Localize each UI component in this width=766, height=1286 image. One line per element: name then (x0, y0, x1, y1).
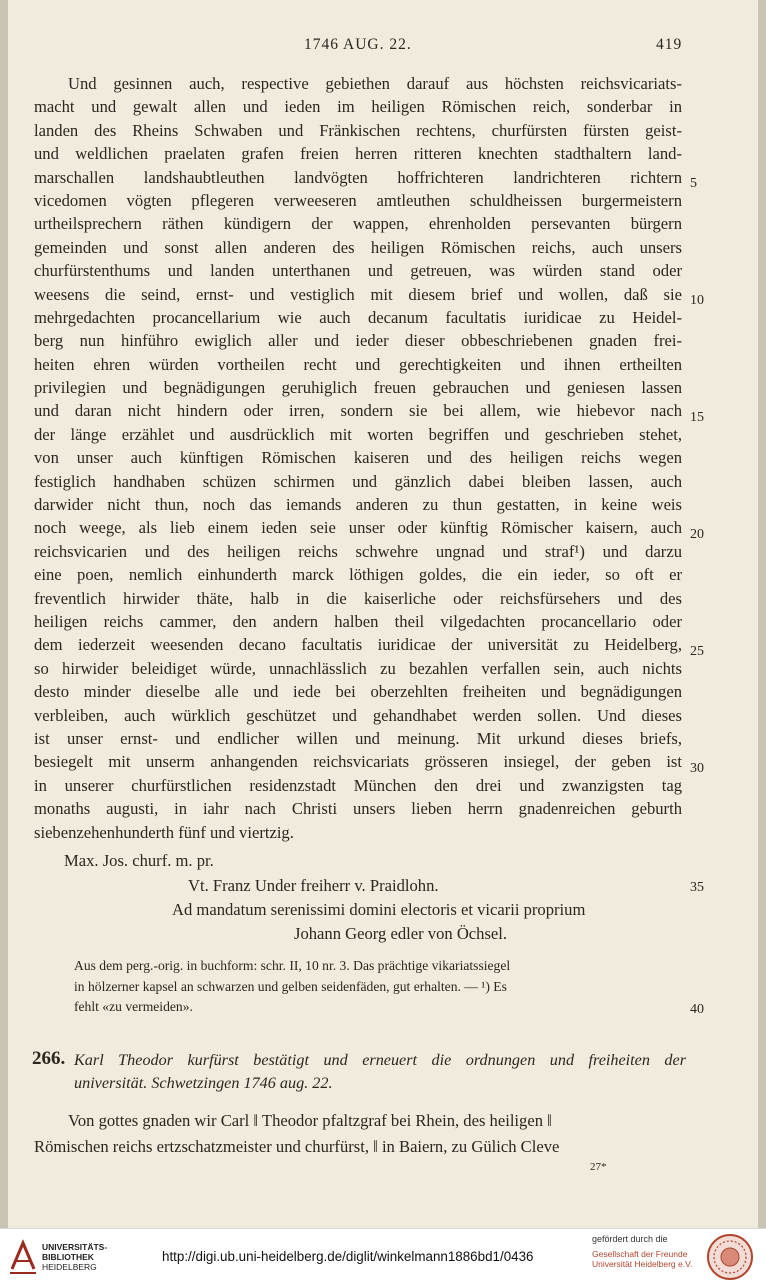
body-line: verbleiben, auch würklich geschützet und gehandhabet werden sollen. Und dieses (34, 705, 682, 725)
footnote-line: Aus dem perg.-orig. in buchform: schr. II, 10 nr. 3. Das prächtige vikariatssiegel (74, 958, 511, 973)
footnote-line: fehlt «zu vermeiden». (74, 999, 193, 1014)
body-line: reichsvicarien und des heiligen reichs schwehre ungnad und straf¹) und darzu (34, 541, 682, 561)
body-line: churfürstenthums und landen unterthanen und getreuen, was würden stand oder (34, 261, 682, 281)
line-number: 25 (690, 644, 704, 659)
library-name-line: HEIDELBERG (42, 1262, 97, 1272)
body-line: privilegien und begnädigungen geruhiglich freuen gebrauchen und geniesen lassen (34, 378, 682, 398)
library-name-line: BIBLIOTHEK (42, 1252, 94, 1262)
heading-line: universität. Schwetzingen 1746 aug. 22. (74, 1074, 333, 1092)
document-number: 266. (32, 1048, 66, 1069)
document-heading (74, 1049, 686, 1095)
body-line: von unser auch künftigen Römischen kaiseren und des heiligen reichs wegen (34, 448, 682, 468)
body-line: eine poen, nemlich einhunderth marck löthigen goldes, die ein ieder, so oft er (34, 565, 682, 585)
signature-elector: Max. Jos. churf. m. pr. (64, 851, 214, 870)
body-line: in unserer churfürstlichen residenzstadt München den drei und zwanzigsten tag (34, 775, 682, 795)
body-line: und weldlichen praelaten grafen freien herren ritteren knechten stadthaltern land- (34, 144, 682, 164)
body-line: ist unser ernst- und endlicher willen und meinung. Mit urkund dieses briefs, (34, 728, 682, 748)
body-line: festiglich handhaben schüzen schirmen und gänzlich dabei bleiben lassen, auch (34, 471, 682, 491)
footnote-line: in hölzerner kapsel an schwarzen und gelben seidenfäden, gut erhalten. — ¹) Es (74, 978, 507, 994)
university-library-logo-icon[interactable] (8, 1237, 38, 1277)
sheet-signature: 27* (590, 1161, 607, 1173)
body-line: und daran nicht hindern oder irren, sondern sie bei allem, wie hiebevor nach (34, 401, 682, 421)
line-number: 10 (690, 293, 704, 308)
body-line: gemeinden und sonst allen anderen des heiligen Römischen reichs, auch unsers (34, 237, 682, 257)
incipit-line: Römischen reichs ertzschatzmeister und churfürst, ‖ in Baiern, zu Gülich Cleve (34, 1137, 560, 1156)
body-line: siebenzehenhunderth fünf und viertzig. (34, 822, 294, 842)
signature-secretary: Johann Georg edler von Öchsel. (294, 924, 508, 943)
body-line: macht und gewalt allen und ieden im heiligen Römischen reich, sonderbar in (34, 97, 682, 117)
line-number: 20 (690, 527, 704, 542)
body-line: noch weege, als lieb einem ieden seie unser oder künftig Römischer kaisern, auch (34, 518, 682, 538)
line-number: 5 (690, 176, 697, 191)
sponsor-line: Gesellschaft der Freunde (592, 1249, 688, 1259)
permalink-url[interactable]: http://digi.ub.uni-heidelberg.de/diglit/winkelmann1886bd1/0436 (162, 1249, 534, 1264)
document-page (8, 0, 758, 1228)
line-number: 30 (690, 761, 704, 776)
source-footnote (74, 956, 684, 1018)
university-seal-icon[interactable] (706, 1233, 754, 1281)
body-line: berg nun hinführo ewiglich aller und ieder dieser obbeschriebenen gnaden frei- (34, 331, 682, 351)
body-line: monaths augusti, in iahr nach Christi unsers lieben herrn gnadenreichen geburth (34, 799, 682, 819)
body-line: Und gesinnen auch, respective gebiethen darauf aus höchsten reichsvicariats- (68, 74, 682, 93)
document-incipit (34, 1108, 684, 1160)
body-line: heiten ehren würden vortheilen recht und gerechtigkeiten und ihnen ertheilten (34, 354, 682, 374)
body-line: freventlich hirwider thäte, halb in die kaiserliche oder reichsfürsehers und des (34, 588, 682, 608)
line-number: 40 (690, 1002, 704, 1017)
sponsor-name[interactable] (592, 1249, 692, 1269)
incipit-line: Von gottes gnaden wir Carl ‖ Theodor pfaltzgraf bei Rhein, des heiligen ‖ (68, 1111, 552, 1130)
body-line: so hirwider beleidiget würde, unnachlässlich zu bezahlen verfallen sein, auch nichts (34, 658, 682, 678)
body-line: mehrgedachten procancellarium wie auch decanum facultatis iuridicae zu Heidel- (34, 307, 682, 327)
page-number: 419 (656, 36, 683, 53)
funded-by-label: gefördert durch die (592, 1234, 668, 1244)
body-line: desto minder dieselbe alle und iede bei oberzehlten freiheiten und begnädigungen (34, 682, 682, 702)
library-name-line: UNIVERSITÄTS- (42, 1242, 108, 1252)
heading-line: Karl Theodor kurfürst bestätigt und erneuert die ordnungen und freiheiten der (74, 1051, 686, 1069)
body-line: vicedomen vögten pflegeren verweeseren amtleuthen schuldheissen burgermeistern (34, 190, 682, 210)
body-line: urtheilsprechern räthen kündigern der wappen, ehrenholden persevanten bürgern (34, 214, 682, 234)
body-line: darwider nicht thun, noch das iemands anderen zu thun gestatten, in keine weis (34, 495, 682, 515)
viewer-footer (0, 1228, 766, 1286)
library-name[interactable] (42, 1242, 107, 1272)
body-line: dem iederzeit weesenden decano facultatis iuridicae der universität zu Heidelberg, (34, 635, 682, 655)
body-line: landen des Rheins Schwaben und Fränkischen rechtens, churfürsten fürsten geist- (34, 120, 682, 140)
signature-countersign: Vt. Franz Under freiherr v. Praidlohn. (188, 876, 439, 895)
running-head-title: 1746 AUG. 22. (304, 36, 412, 53)
body-line: der länge erzählet und ausdrücklich mit worten begriffen und geschrieben stehet, (34, 424, 682, 444)
body-line: besiegelt mit unserm anhangenden reichsvicariats grösseren insiegel, der geben ist (34, 752, 682, 772)
body-line: marschallen landshaubtleuthen landvögten hoffrichteren landrichteren richtern (34, 167, 682, 187)
line-number: 15 (690, 410, 704, 425)
sponsor-line: Universität Heidelberg e.V. (592, 1259, 693, 1269)
body-line: weesens die seind, ernst- und vestiglich mit diesem brief und wollen, daß sie (34, 284, 682, 304)
signature-mandate: Ad mandatum serenissimi domini electoris et vicarii proprium (172, 900, 586, 919)
line-number: 35 (690, 880, 704, 895)
body-text (34, 72, 682, 844)
body-line: heiligen reichs cammer, den andern halben theil vilgedachten procancellario oder (34, 611, 682, 631)
